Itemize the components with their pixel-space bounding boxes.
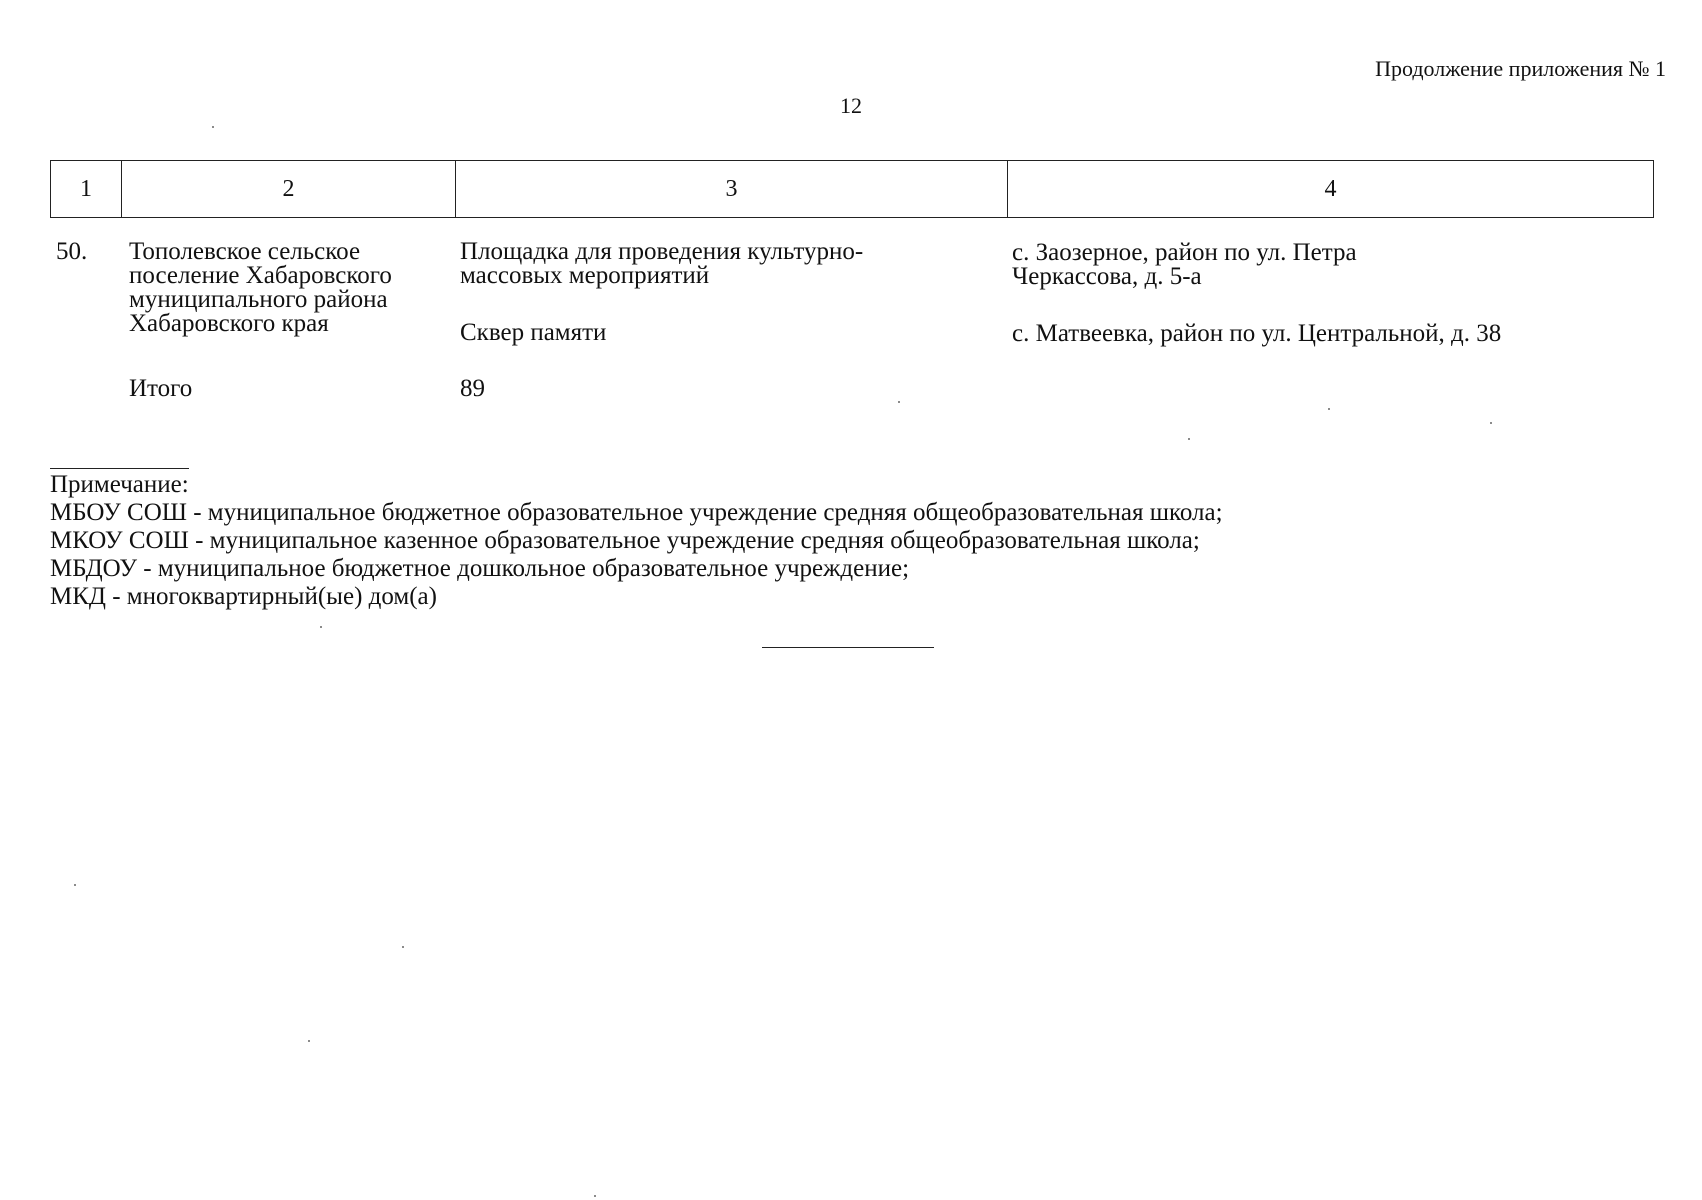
note-line: МКД - многоквартирный(ые) дом(а) <box>50 583 437 610</box>
scan-speck <box>308 1040 310 1042</box>
object-name-line: массовых мероприятий <box>460 262 710 289</box>
scan-speck <box>898 401 900 403</box>
object-address <box>1012 241 1357 289</box>
scan-speck <box>74 884 76 886</box>
settlement-line: Тополевское сельское <box>129 238 361 265</box>
end-separator-line <box>762 647 934 648</box>
scan-speck <box>212 126 214 128</box>
settlement-line: муниципального района <box>129 286 388 313</box>
note-line: МБОУ СОШ - муниципальное бюджетное образовательное учреждение средняя общеобразовательная школа; <box>50 499 1223 526</box>
note-line: МКОУ СОШ - муниципальное казенное образовательное учреждение средняя общеобразовательная школа; <box>50 527 1200 554</box>
column-number-3: 3 <box>456 161 1008 218</box>
page-number: 12 <box>840 93 862 118</box>
object-address-line: с. Заозерное, район по ул. Петра <box>1012 239 1357 266</box>
appendix-continuation-label: Продолжение приложения № 1 <box>1375 56 1666 81</box>
row-number: 50. <box>56 238 88 265</box>
scan-speck <box>402 946 404 948</box>
note-title: Примечание: <box>50 468 189 499</box>
total-label: Итого <box>129 375 193 402</box>
object-address-line: Черкассова, д. 5-а <box>1012 263 1202 290</box>
settlement-name <box>129 240 392 336</box>
object-address <box>1012 322 1501 346</box>
object-name <box>460 321 606 345</box>
column-number-header <box>50 160 1654 218</box>
scan-speck <box>594 1195 596 1197</box>
object-name-line: Площадка для проведения культурно- <box>460 238 864 265</box>
column-number-4: 4 <box>1008 161 1654 218</box>
scan-speck <box>1490 422 1492 424</box>
note-block <box>50 468 1223 611</box>
column-number-1: 1 <box>51 161 122 218</box>
column-number-2: 2 <box>122 161 456 218</box>
scan-speck <box>320 626 322 628</box>
scan-speck <box>1188 438 1190 440</box>
object-name <box>460 240 863 288</box>
settlement-line: Хабаровского края <box>129 310 329 337</box>
note-line: МБДОУ - муниципальное бюджетное дошкольное образовательное учреждение; <box>50 555 910 582</box>
total-value: 89 <box>460 375 485 402</box>
column-number-row <box>51 161 1654 218</box>
settlement-line: поселение Хабаровского <box>129 262 392 289</box>
object-address-line: с. Матвеевка, район по ул. Центральной, д. 38 <box>1012 320 1502 347</box>
scan-speck <box>1328 408 1330 410</box>
object-name-line: Сквер памяти <box>460 319 607 346</box>
